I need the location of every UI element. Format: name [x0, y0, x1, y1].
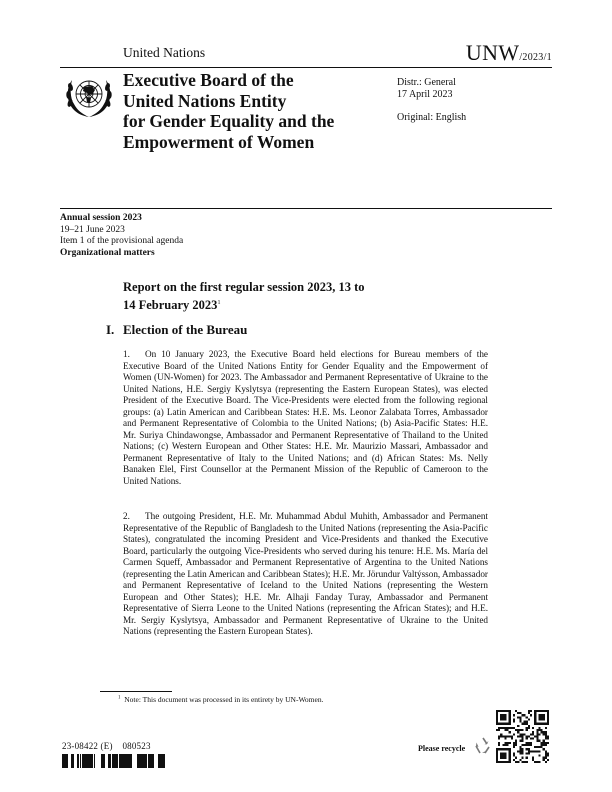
barcode: [62, 754, 166, 768]
section-number: I.: [106, 322, 115, 337]
report-title-line: 14 February 2023: [123, 297, 218, 312]
session-dates: 19–21 June 2023: [60, 224, 125, 235]
session-name: Annual session 2023: [60, 213, 142, 223]
paragraph-text: The outgoing President, H.E. Mr. Muhammad Abdul Muhith, Ambassador and Permanent Representative of the Republic of Bangladesh to the United Nations (representing the Asia-Pacific States), congratulated the incoming President and Vice-Presidents and thanked the Executive Board, particularly the outgoing Vice-Presidents who served during his tenure: H.E. Ms. María del Carmen Squeff, Ambassador and Permanent Representative of Argentina to the United Nations (representing the Latin American and Caribbean States); H.E. Mr. Jörundur Valtýsson, Ambassador and Permanent Representative of Iceland to the United Nations (representing the Western European and Other States); H.E. Mr. Alhaji Fanday Turay, Ambassador and Permanent Representative of Sierra Leone to the United Nations (representing the African States); and H.E. Mr. Sergiy Kyslytsya, Ambassador and Permanent Representative of Ukraine to the United Nations (representing the Eastern European States).: [123, 511, 488, 636]
org-name: United Nations: [123, 45, 206, 60]
document-number: 23-08422 (E) 080523: [62, 741, 151, 751]
footnote-text: Note: This document was processed in its entirety by UN-Women.: [124, 695, 324, 704]
board-title-line: for Gender Equality and the: [123, 111, 335, 131]
paragraph-number: 1.: [123, 349, 130, 359]
board-title-line: Executive Board of the: [123, 70, 294, 90]
report-title: [123, 280, 423, 313]
paragraph: [123, 511, 488, 638]
footnote-number: 1: [118, 695, 121, 701]
please-recycle: Please recycle: [418, 744, 466, 753]
qr-code: [496, 710, 549, 763]
symbol-main: UNW: [465, 40, 520, 65]
original-language: Original: English: [397, 112, 467, 123]
agenda-topic: Organizational matters: [60, 247, 155, 258]
issue-date: 17 April 2023: [397, 89, 453, 100]
section-title: Election of the Bureau: [123, 322, 248, 337]
agenda-item: Item 1 of the provisional agenda: [60, 236, 184, 247]
footnote: [118, 695, 323, 704]
board-title-line: United Nations Entity: [123, 90, 287, 111]
footnote-rule: [100, 691, 172, 692]
un-emblem-icon: [62, 72, 116, 120]
board-title: [123, 70, 334, 152]
report-title-line: Report on the first regular session 2023, 13 to: [123, 280, 365, 294]
symbol-sub: /2023/1: [519, 52, 552, 63]
paragraph-text: On 10 January 2023, the Executive Board held elections for Bureau members of the Executive Board of the United Nations Entity for Gender Equality and the Empowerment of Women (UN-Women) for 2023. The Ambassador and Permanent Representative of Ukraine to the United Nations, H.E. Sergiy Kyslytsya (representing the Eastern European States), was elected President of the Executive Board. The Vice-Presidents were elected from the following regional groups: (a) Latin American and Caribbean States: H.E. Ms. Leonor Zalabata Torres, Ambassador and Permanent Representative of Colombia to the United Nations; (b) Asia-Pacific States: H.E. Mr. Suriya Chindawongse, Ambassador and Permanent Representative of Thailand to the United Nations; (c) Western European and Other States: H.E. Mr. Maurizio Massari, Ambassador and Permanent Representative of Italy to the United Nations; and (d) African States: Ms. Nelly Banaken Elel, First Counsellor at the Permanent Mission of the Republic of Cameroon to the United Nations.: [123, 349, 488, 486]
board-title-line: Empowerment of Women: [123, 131, 315, 152]
header-rule: [60, 67, 552, 68]
distribution-info: [397, 77, 456, 101]
recycle-icon: [472, 735, 494, 757]
footnote-marker: 1: [217, 299, 221, 306]
paragraph-number: 2.: [123, 511, 130, 521]
session-info: [60, 213, 183, 259]
section-rule: [60, 208, 552, 209]
paragraph: [123, 349, 488, 487]
document-symbol: [466, 40, 552, 66]
distribution: Distr.: General: [397, 77, 456, 88]
